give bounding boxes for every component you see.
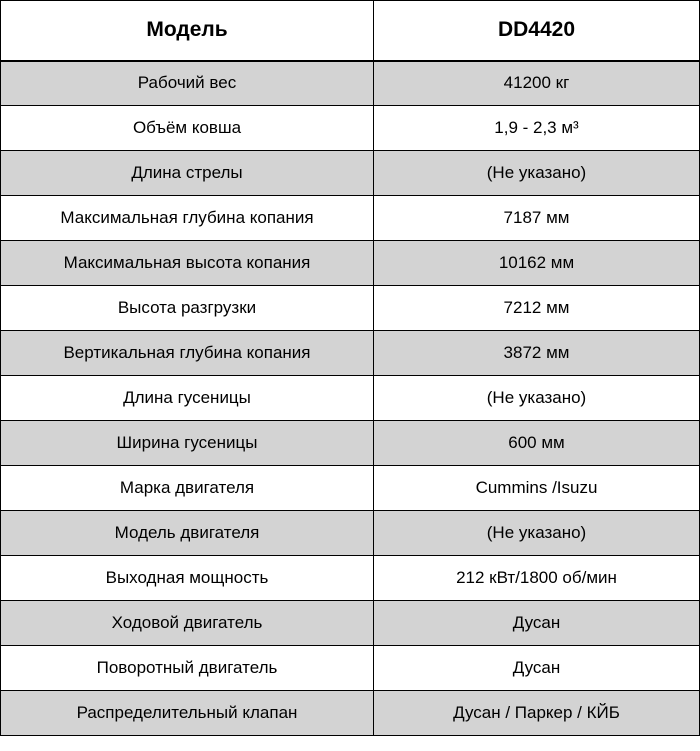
table-row (1, 286, 700, 331)
spec-value: (Не указано) (374, 376, 700, 421)
spec-value: 41200 кг (374, 61, 700, 106)
table-row (1, 511, 700, 556)
table-row (1, 421, 700, 466)
spec-label: Максимальная высота копания (1, 241, 374, 286)
spec-value: Дусан (374, 601, 700, 646)
spec-label: Марка двигателя (1, 466, 374, 511)
spec-label: Модель двигателя (1, 511, 374, 556)
header-model-value: DD4420 (374, 1, 700, 61)
spec-label: Ходовой двигатель (1, 601, 374, 646)
spec-label: Вертикальная глубина копания (1, 331, 374, 376)
spec-value: 7187 мм (374, 196, 700, 241)
spec-value: Cummins /Isuzu (374, 466, 700, 511)
table-row (1, 376, 700, 421)
spec-label: Объём ковша (1, 106, 374, 151)
spec-label: Выходная мощность (1, 556, 374, 601)
spec-label: Ширина гусеницы (1, 421, 374, 466)
spec-value: 10162 мм (374, 241, 700, 286)
spec-value: Дусан / Паркер / КЙБ (374, 691, 700, 736)
spec-table-header (1, 1, 700, 61)
spec-label: Максимальная глубина копания (1, 196, 374, 241)
spec-value: 212 кВт/1800 об/мин (374, 556, 700, 601)
table-row (1, 196, 700, 241)
table-row (1, 331, 700, 376)
spec-label: Длина стрелы (1, 151, 374, 196)
spec-value: 7212 мм (374, 286, 700, 331)
spec-label: Распределительный клапан (1, 691, 374, 736)
spec-label: Рабочий вес (1, 61, 374, 106)
table-row (1, 61, 700, 106)
table-row (1, 151, 700, 196)
table-row (1, 106, 700, 151)
spec-value: 3872 мм (374, 331, 700, 376)
table-row (1, 556, 700, 601)
table-row (1, 601, 700, 646)
header-row (1, 1, 700, 61)
table-row (1, 241, 700, 286)
spec-value: (Не указано) (374, 511, 700, 556)
spec-value: 1,9 - 2,3 м³ (374, 106, 700, 151)
spec-value: Дусан (374, 646, 700, 691)
table-row (1, 466, 700, 511)
spec-value: (Не указано) (374, 151, 700, 196)
header-model-label: Модель (1, 1, 374, 61)
spec-table-body (1, 61, 700, 736)
table-row (1, 646, 700, 691)
spec-label: Поворотный двигатель (1, 646, 374, 691)
table-row (1, 691, 700, 736)
spec-label: Высота разгрузки (1, 286, 374, 331)
spec-value: 600 мм (374, 421, 700, 466)
spec-label: Длина гусеницы (1, 376, 374, 421)
